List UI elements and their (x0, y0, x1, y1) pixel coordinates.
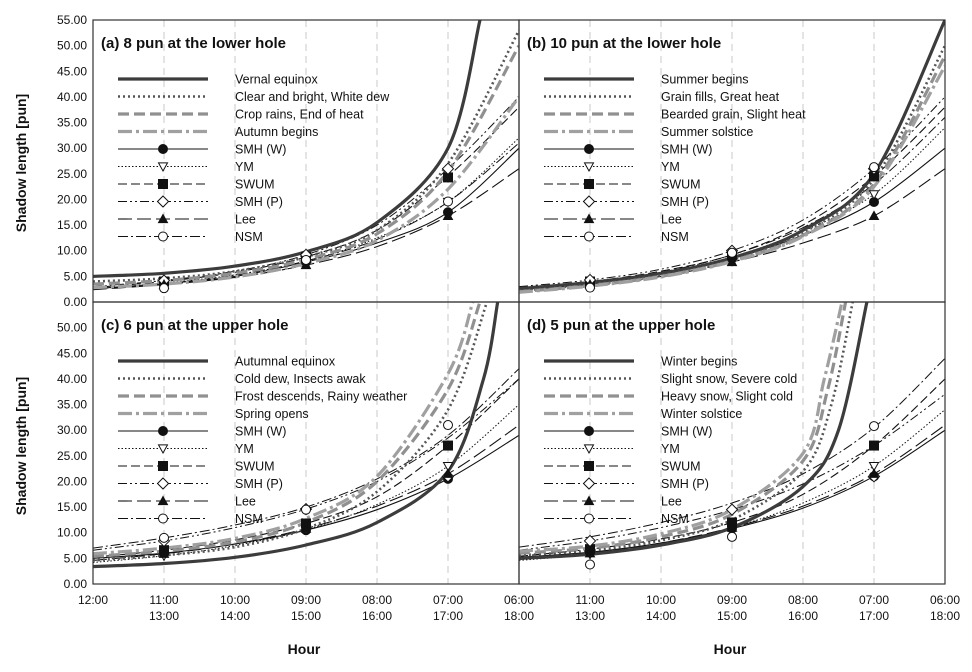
y-tick-label: 35.00 (56, 397, 87, 412)
legend-label: Winter solstice (661, 407, 743, 421)
x-tick-label-secondary: 13:00 (574, 609, 606, 623)
legend-label: Crop rains, End of heat (235, 107, 364, 122)
panel-title: (a) 8 pun at the lower hole (101, 35, 287, 52)
legend-label: Frost descends, Rainy weather (235, 389, 408, 404)
legend-label: NSM (661, 512, 689, 526)
data-point (728, 248, 737, 257)
legend-marker (159, 180, 168, 189)
legend-label: SMH (W) (235, 424, 287, 439)
x-tick-label-secondary: 18:00 (929, 609, 961, 623)
y-tick-label: 20.00 (56, 192, 87, 207)
legend-label: Vernal equinox (235, 72, 318, 87)
y-tick-label: 5.00 (63, 269, 87, 284)
y-tick-label: 15.00 (56, 500, 87, 515)
legend-label: SMH (P) (235, 477, 283, 491)
legend-label: SWUM (661, 177, 701, 192)
x-tick-label: 06:00 (503, 593, 535, 607)
legend-label: NSM (235, 512, 263, 526)
legend-label: Summer begins (661, 72, 749, 87)
legend-label: SMH (W) (235, 142, 287, 157)
y-tick-label: 55.00 (56, 13, 87, 27)
data-point (444, 441, 453, 450)
y-tick-label: 40.00 (56, 89, 87, 104)
x-tick-label-secondary: 14:00 (219, 609, 251, 623)
x-tick-label: 10:00 (219, 593, 251, 607)
x-axis-label-right: Hour (713, 641, 747, 657)
y-tick-label: 40.00 (56, 371, 87, 386)
data-point (586, 560, 595, 569)
data-point (160, 284, 169, 293)
legend-marker (159, 232, 168, 241)
legend-marker (585, 232, 594, 241)
legend-label: YM (661, 442, 680, 456)
data-point (870, 163, 879, 172)
legend-marker (159, 145, 168, 154)
legend-label: Heavy snow, Slight cold (661, 389, 794, 404)
y-tick-label: 45.00 (56, 346, 87, 361)
legend-label: SMH (P) (661, 195, 709, 209)
legend-label: Lee (661, 494, 682, 509)
legend-label: YM (661, 160, 680, 174)
y-tick-label: 10.00 (56, 525, 87, 540)
legend-label: Bearded grain, Slight heat (661, 107, 806, 122)
y-tick-label: 50.00 (56, 38, 87, 53)
x-tick-label: 06:00 (929, 593, 961, 607)
legend-marker (159, 514, 168, 523)
legend-label: Autumn begins (235, 125, 319, 139)
legend-label: Lee (661, 212, 682, 227)
legend-marker (585, 427, 594, 436)
y-tick-label: 50.00 (56, 320, 87, 335)
data-point (302, 505, 311, 514)
data-point (444, 197, 453, 206)
data-point (870, 422, 879, 431)
legend-label: SWUM (661, 459, 701, 474)
legend-marker (585, 462, 594, 471)
legend-label: NSM (661, 230, 689, 244)
x-tick-label-secondary: 13:00 (148, 609, 180, 623)
y-axis-label-top: Shadow length [pun] (13, 93, 29, 233)
legend-label: YM (235, 442, 254, 456)
legend-label: Cold dew, Insects awak (235, 372, 366, 386)
y-tick-label: 30.00 (56, 141, 87, 156)
data-point (444, 421, 453, 430)
x-tick-label: 08:00 (361, 593, 393, 607)
y-tick-label: 25.00 (56, 448, 87, 463)
y-tick-label: 5.00 (63, 551, 87, 566)
y-tick-label: 35.00 (56, 115, 87, 130)
x-tick-label: 11:00 (575, 593, 605, 607)
legend-marker (585, 145, 594, 154)
legend-label: SMH (P) (235, 195, 283, 209)
y-tick-label: 15.00 (56, 218, 87, 233)
y-tick-label: 0.00 (63, 577, 87, 591)
legend-label: Autumnal equinox (235, 354, 336, 369)
panel-title: (b) 10 pun at the lower hole (527, 35, 722, 52)
legend-label: SWUM (235, 459, 275, 474)
data-point (302, 255, 311, 264)
x-tick-label: 09:00 (716, 593, 748, 607)
x-tick-label: 11:00 (149, 593, 179, 607)
y-tick-label: 0.00 (63, 295, 87, 309)
legend-label: Spring opens (235, 407, 309, 421)
x-tick-label-secondary: 16:00 (361, 609, 393, 623)
legend-label: Slight snow, Severe cold (661, 372, 798, 386)
legend-label: YM (235, 160, 254, 174)
x-tick-label: 07:00 (432, 593, 464, 607)
panel-title: (c) 6 pun at the upper hole (101, 317, 289, 334)
y-tick-label: 45.00 (56, 64, 87, 79)
data-point (160, 533, 169, 542)
legend-marker (159, 462, 168, 471)
legend-marker (585, 180, 594, 189)
y-tick-label: 20.00 (56, 474, 87, 489)
legend-label: Summer solstice (661, 125, 754, 139)
legend-label: Clear and bright, White dew (235, 90, 390, 104)
panel-title: (d) 5 pun at the upper hole (527, 317, 716, 334)
legend-marker (159, 427, 168, 436)
x-tick-label-secondary: 16:00 (787, 609, 819, 623)
data-point (728, 532, 737, 541)
x-tick-label-secondary: 17:00 (432, 609, 464, 623)
legend-marker (585, 514, 594, 523)
y-tick-label: 30.00 (56, 423, 87, 438)
x-tick-label-secondary: 15:00 (716, 609, 748, 623)
legend-label: NSM (235, 230, 263, 244)
legend-label: Lee (235, 494, 256, 509)
x-tick-label: 10:00 (645, 593, 677, 607)
x-tick-label-secondary: 15:00 (290, 609, 322, 623)
data-point (870, 441, 879, 450)
legend-label: SWUM (235, 177, 275, 192)
legend-label: SMH (W) (661, 424, 713, 439)
x-tick-label-secondary: 17:00 (858, 609, 890, 623)
legend-label: Lee (235, 212, 256, 227)
x-tick-label: 08:00 (787, 593, 819, 607)
x-tick-label-secondary: 18:00 (503, 609, 535, 623)
legend-label: Grain fills, Great heat (661, 90, 780, 104)
y-tick-label: 25.00 (56, 166, 87, 181)
data-point (586, 283, 595, 292)
x-tick-label: 12:00 (77, 593, 109, 607)
x-tick-label: 07:00 (858, 593, 890, 607)
legend-label: Winter begins (661, 354, 738, 369)
x-tick-label: 09:00 (290, 593, 322, 607)
legend-label: SMH (P) (661, 477, 709, 491)
x-tick-label-secondary: 14:00 (645, 609, 677, 623)
y-axis-label-bottom: Shadow length [pun] (13, 376, 29, 516)
x-axis-label-left: Hour (287, 641, 321, 657)
y-tick-label: 10.00 (56, 243, 87, 258)
legend-label: SMH (W) (661, 142, 713, 157)
